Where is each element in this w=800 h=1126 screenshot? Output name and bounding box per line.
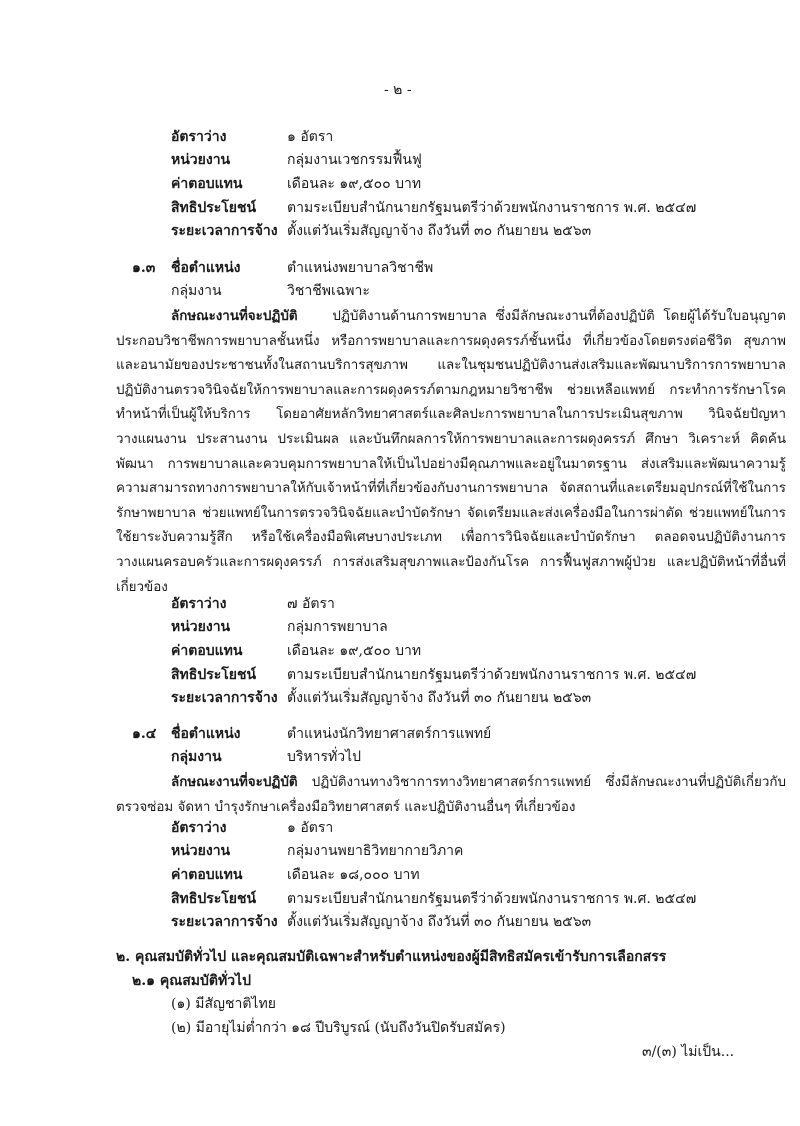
period-value: ตั้งแต่วันเริ่มสัญญาจ้าง ถึงวันที่ ๓๐ กันยายน ๒๕๖๓ xyxy=(287,914,592,930)
group-label: กลุ่มงาน xyxy=(171,283,222,299)
vacancies-label: อัตราว่าง xyxy=(171,596,227,612)
vacancies-label: อัตราว่าง xyxy=(171,129,227,145)
pay-label: ค่าตอบแทน xyxy=(171,176,243,192)
unit-value: กลุ่มงานเวชกรรมฟื้นฟู xyxy=(287,152,422,168)
pay-value: เดือนละ ๑๙,๕๐๐ บาท xyxy=(287,176,422,192)
duty-paragraph xyxy=(116,770,786,820)
unit-label: หน่วยงาน xyxy=(171,619,231,635)
vacancies-value: ๗ อัตรา xyxy=(287,596,335,612)
benefits-label: สิทธิประโยชน์ xyxy=(171,667,257,683)
unit-label: หน่วยงาน xyxy=(171,843,231,859)
period-value: ตั้งแต่วันเริ่มสัญญาจ้าง ถึงวันที่ ๓๐ กันยายน ๒๕๖๓ xyxy=(287,690,592,706)
list-item: (๒) มีอายุไม่ต่ำกว่า ๑๘ ปีบริบูรณ์ (นับถึงวันปิดรับสมัคร) xyxy=(171,1020,506,1036)
group-value: บริหารทั่วไป xyxy=(287,749,362,765)
position-title-value: ตำแหน่งนักวิทยาศาสตร์การแพทย์ xyxy=(287,726,492,742)
benefits-label: สิทธิประโยชน์ xyxy=(171,200,257,216)
section-number: ๑.๓ xyxy=(132,260,156,276)
section-number: ๑.๔ xyxy=(132,726,157,742)
vacancies-value: ๑ อัตรา xyxy=(287,820,334,836)
vacancies-value: ๑ อัตรา xyxy=(287,129,334,145)
pay-label: ค่าตอบแทน xyxy=(171,867,243,883)
list-item: (๑) มีสัญชาติไทย xyxy=(171,996,276,1012)
position-title-label: ชื่อตำแหน่ง xyxy=(171,260,241,276)
duty-text: ปฏิบัติงานทางวิชาการทางวิทยาศาสตร์การแพทย์ ซึ่งมีลักษณะงานที่ปฏิบัติเกี่ยวกับตรวจซ่อม จัดหา บำรุงรักษาเครื่องมือวิทยาศาสตร์ และปฏิบัติงานอื่นๆ ที่เกี่ยวข้อง xyxy=(116,775,786,815)
page-number: - ๒ - xyxy=(384,82,412,98)
subsection-heading: ๒.๑ คุณสมบัติทั่วไป xyxy=(132,973,251,989)
benefits-label: สิทธิประโยชน์ xyxy=(171,891,257,907)
benefits-value: ตามระเบียบสำนักนายกรัฐมนตรีว่าด้วยพนักงานราชการ พ.ศ. ๒๕๔๗ xyxy=(287,667,697,683)
continuation-note: ๓/(๓) ไม่เป็น... xyxy=(642,1044,735,1060)
group-value: วิชาชีพเฉพาะ xyxy=(287,283,370,299)
pay-label: ค่าตอบแทน xyxy=(171,643,243,659)
pay-value: เดือนละ ๑๙,๕๐๐ บาท xyxy=(287,643,422,659)
period-value: ตั้งแต่วันเริ่มสัญญาจ้าง ถึงวันที่ ๓๐ กันยายน ๒๕๖๓ xyxy=(287,223,592,239)
period-label: ระยะเวลาการจ้าง xyxy=(171,223,278,239)
period-label: ระยะเวลาการจ้าง xyxy=(171,914,278,930)
duty-text: ปฏิบัติงานด้านการพยาบาล ซึ่งมีลักษณะงานที่ต้องปฏิบัติ โดยผู้ได้รับใบอนุญาตประกอบวิชาชีพการพยาบาลชั้นหนึ่ง หรือการพยาบาลและการผดุงครรภ์ชั้นหนึ่ง ที่เกี่ยวข้องโดยตรงต่อชีวิต สุขภาพและอนามัยของประชาชนทั้งในสถานบริการสุขภาพ และในชุมชนปฏิบัติงานส่งเสริมและพัฒนาบริการการพยาบาล ปฏิบัติงานตรวจวินิจฉัยให้การพยาบาลและการผดุงครรภ์ตามกฎหมายวิชาชีพ ช่วยเหลือแพทย์ กระทำการรักษาโรค ทำหน้าที่เป็นผู้ให้บริการ โดยอาศัยหลักวิทยาศาสตร์และศิลปะการพยาบาลในการประเมินสุขภาพ วินิจฉัยปัญหา วางแผนงาน ประสานงาน ประเมินผล และบันทึกผลการให้การพยาบาลและการผดุงครรภ์ ศึกษา วิเคราะห์ คิดค้น พัฒนา การพยาบาลและควบคุมการพยาบาลให้เป็นไปอย่างมีคุณภาพและอยู่ในมาตรฐาน ส่งเสริมและพัฒนาความรู้ความสามารถทางการพยาบาลให้กับเจ้าหน้าที่ที่เกี่ยวข้องกับงานการพยาบาล จัดสถานที่และเตรียมอุปกรณ์ที่ใช้ในการรักษาพยาบาล ช่วยแพทย์ในการตรวจวินิจฉัยและบำบัดรักษา จัดเตรียมและส่งเครื่องมือในการผ่าตัด ช่วยแพทย์ในการใช้ยาระงับความรู้สึก หรือใช้เครื่องมือพิเศษบางประเภท เพื่อการวินิจฉัยและบำบัดรักษา ตลอดจนปฏิบัติงานการวางแผนครอบครัวและการผดุงครรภ์ การส่งเสริมสุขภาพและป้องกันโรค การฟื้นฟูสภาพผู้ป่วย และปฏิบัติหน้าที่อื่นที่เกี่ยวข้อง xyxy=(116,309,786,595)
benefits-value: ตามระเบียบสำนักนายกรัฐมนตรีว่าด้วยพนักงานราชการ พ.ศ. ๒๕๔๗ xyxy=(287,891,697,907)
pay-value: เดือนละ ๑๘,๐๐๐ บาท xyxy=(287,867,420,883)
duty-label: ลักษณะงานที่จะปฏิบัติ xyxy=(171,774,298,790)
duty-paragraph xyxy=(116,304,786,600)
section-heading: ๒. คุณสมบัติทั่วไป และคุณสมบัติเฉพาะสำหรับตำแหน่งของผู้มีสิทธิสมัครเข้ารับการเลือกสรร xyxy=(116,949,667,965)
duty-label: ลักษณะงานที่จะปฏิบัติ xyxy=(171,308,298,324)
position-title-label: ชื่อตำแหน่ง xyxy=(171,726,241,742)
vacancies-label: อัตราว่าง xyxy=(171,820,227,836)
unit-value: กลุ่มงานพยาธิวิทยากายวิภาค xyxy=(287,843,464,859)
unit-label: หน่วยงาน xyxy=(171,152,231,168)
unit-value: กลุ่มการพยาบาล xyxy=(287,619,388,635)
position-title-value: ตำแหน่งพยาบาลวิชาชีพ xyxy=(287,260,434,276)
period-label: ระยะเวลาการจ้าง xyxy=(171,690,278,706)
benefits-value: ตามระเบียบสำนักนายกรัฐมนตรีว่าด้วยพนักงานราชการ พ.ศ. ๒๕๔๗ xyxy=(287,200,697,216)
group-label: กลุ่มงาน xyxy=(171,749,222,765)
